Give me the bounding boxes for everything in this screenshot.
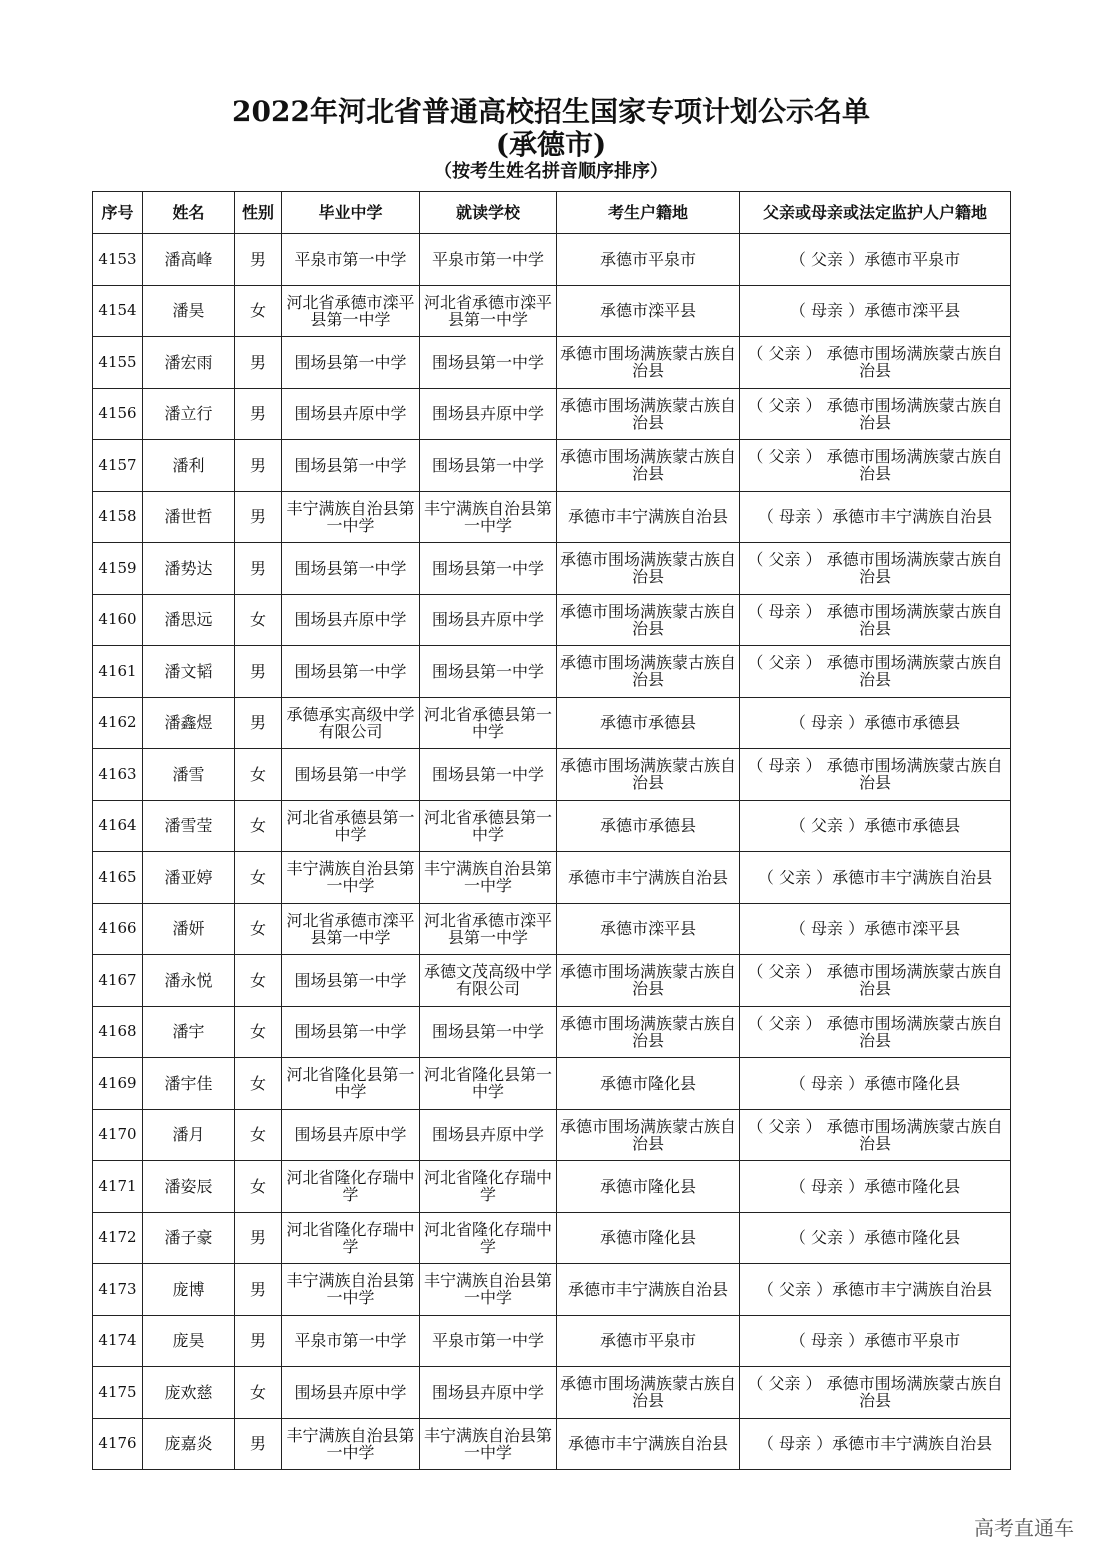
cell-gender: 女	[235, 852, 282, 904]
table-row	[93, 1006, 1011, 1058]
cell-graduation-school: 围场县第一中学	[282, 749, 420, 801]
table-row	[93, 1058, 1011, 1110]
cell-seq: 4161	[93, 646, 143, 698]
cell-guardian-domicile: （ 父亲 ）承德市丰宁满族自治县	[740, 852, 1011, 904]
cell-graduation-school: 丰宁满族自治县第一中学	[282, 491, 420, 543]
cell-gender: 女	[235, 1058, 282, 1110]
cell-name: 潘昊	[143, 285, 235, 337]
cell-graduation-school: 河北省承德市滦平县第一中学	[282, 285, 420, 337]
cell-seq: 4163	[93, 749, 143, 801]
cell-name: 潘亚婷	[143, 852, 235, 904]
cell-guardian-domicile: （ 父亲 ） 承德市围场满族蒙古族自治县	[740, 1006, 1011, 1058]
cell-current-school: 河北省承德市滦平县第一中学	[420, 285, 557, 337]
cell-guardian-domicile: （ 母亲 ） 承德市围场满族蒙古族自治县	[740, 749, 1011, 801]
cell-student-domicile: 承德市围场满族蒙古族自治县	[557, 955, 740, 1007]
table-header-row	[93, 192, 1011, 234]
cell-guardian-domicile: （ 父亲 ）承德市平泉市	[740, 234, 1011, 286]
cell-graduation-school: 河北省承德县第一中学	[282, 800, 420, 852]
cell-student-domicile: 承德市围场满族蒙古族自治县	[557, 1109, 740, 1161]
cell-student-domicile: 承德市丰宁满族自治县	[557, 1264, 740, 1316]
cell-graduation-school: 围场县第一中学	[282, 337, 420, 389]
cell-current-school: 承德文茂高级中学有限公司	[420, 955, 557, 1007]
cell-graduation-school: 河北省承德市滦平县第一中学	[282, 903, 420, 955]
cell-graduation-school: 围场县卉原中学	[282, 594, 420, 646]
table-row	[93, 1367, 1011, 1419]
table-body	[93, 234, 1011, 1470]
cell-student-domicile: 承德市承德县	[557, 800, 740, 852]
cell-gender: 女	[235, 1367, 282, 1419]
cell-guardian-domicile: （ 父亲 ） 承德市围场满族蒙古族自治县	[740, 337, 1011, 389]
cell-student-domicile: 承德市承德县	[557, 697, 740, 749]
header-name: 姓名	[143, 192, 235, 234]
cell-name: 潘月	[143, 1109, 235, 1161]
cell-graduation-school: 河北省隆化县第一中学	[282, 1058, 420, 1110]
table-row	[93, 594, 1011, 646]
header-gender: 性别	[235, 192, 282, 234]
cell-guardian-domicile: （ 母亲 ）承德市隆化县	[740, 1161, 1011, 1213]
cell-name: 庞欢慈	[143, 1367, 235, 1419]
cell-name: 潘宏雨	[143, 337, 235, 389]
cell-guardian-domicile: （ 母亲 ）承德市丰宁满族自治县	[740, 1418, 1011, 1470]
cell-gender: 女	[235, 955, 282, 1007]
cell-name: 潘文韬	[143, 646, 235, 698]
cell-graduation-school: 围场县第一中学	[282, 646, 420, 698]
cell-student-domicile: 承德市丰宁满族自治县	[557, 1418, 740, 1470]
cell-gender: 男	[235, 440, 282, 492]
cell-student-domicile: 承德市丰宁满族自治县	[557, 491, 740, 543]
table-row	[93, 646, 1011, 698]
table-row	[93, 1418, 1011, 1470]
cell-name: 潘宇佳	[143, 1058, 235, 1110]
cell-gender: 男	[235, 234, 282, 286]
cell-gender: 男	[235, 388, 282, 440]
cell-student-domicile: 承德市围场满族蒙古族自治县	[557, 1367, 740, 1419]
cell-current-school: 丰宁满族自治县第一中学	[420, 1264, 557, 1316]
cell-name: 潘雪	[143, 749, 235, 801]
cell-seq: 4165	[93, 852, 143, 904]
cell-current-school: 平泉市第一中学	[420, 234, 557, 286]
cell-student-domicile: 承德市平泉市	[557, 1315, 740, 1367]
cell-seq: 4176	[93, 1418, 143, 1470]
cell-name: 潘子豪	[143, 1212, 235, 1264]
cell-graduation-school: 围场县第一中学	[282, 543, 420, 595]
cell-current-school: 平泉市第一中学	[420, 1315, 557, 1367]
cell-seq: 4157	[93, 440, 143, 492]
table-row	[93, 1161, 1011, 1213]
cell-gender: 男	[235, 1418, 282, 1470]
cell-name: 潘势达	[143, 543, 235, 595]
cell-seq: 4158	[93, 491, 143, 543]
cell-student-domicile: 承德市滦平县	[557, 903, 740, 955]
cell-seq: 4160	[93, 594, 143, 646]
cell-guardian-domicile: （ 父亲 ） 承德市围场满族蒙古族自治县	[740, 1367, 1011, 1419]
table-row	[93, 1315, 1011, 1367]
cell-gender: 女	[235, 285, 282, 337]
cell-gender: 男	[235, 491, 282, 543]
cell-name: 潘利	[143, 440, 235, 492]
cell-name: 潘永悦	[143, 955, 235, 1007]
cell-current-school: 丰宁满族自治县第一中学	[420, 852, 557, 904]
cell-name: 潘宇	[143, 1006, 235, 1058]
cell-gender: 男	[235, 1264, 282, 1316]
cell-student-domicile: 承德市围场满族蒙古族自治县	[557, 543, 740, 595]
cell-gender: 女	[235, 1161, 282, 1213]
cell-student-domicile: 承德市平泉市	[557, 234, 740, 286]
cell-gender: 女	[235, 1109, 282, 1161]
cell-student-domicile: 承德市围场满族蒙古族自治县	[557, 337, 740, 389]
roster-table	[92, 191, 1011, 1470]
table-row	[93, 1264, 1011, 1316]
cell-name: 潘高峰	[143, 234, 235, 286]
cell-graduation-school: 河北省隆化存瑞中学	[282, 1161, 420, 1213]
cell-graduation-school: 丰宁满族自治县第一中学	[282, 1264, 420, 1316]
cell-guardian-domicile: （ 母亲 ）承德市平泉市	[740, 1315, 1011, 1367]
cell-student-domicile: 承德市围场满族蒙古族自治县	[557, 594, 740, 646]
cell-name: 潘雪莹	[143, 800, 235, 852]
cell-guardian-domicile: （ 母亲 ）承德市隆化县	[740, 1058, 1011, 1110]
cell-seq: 4153	[93, 234, 143, 286]
cell-seq: 4155	[93, 337, 143, 389]
cell-name: 潘世哲	[143, 491, 235, 543]
cell-current-school: 河北省隆化县第一中学	[420, 1058, 557, 1110]
cell-current-school: 丰宁满族自治县第一中学	[420, 491, 557, 543]
table-row	[93, 491, 1011, 543]
cell-student-domicile: 承德市围场满族蒙古族自治县	[557, 1006, 740, 1058]
cell-seq: 4166	[93, 903, 143, 955]
table-row	[93, 903, 1011, 955]
cell-current-school: 围场县第一中学	[420, 337, 557, 389]
cell-guardian-domicile: （ 父亲 ）承德市承德县	[740, 800, 1011, 852]
cell-seq: 4162	[93, 697, 143, 749]
cell-student-domicile: 承德市围场满族蒙古族自治县	[557, 388, 740, 440]
table-row	[93, 1109, 1011, 1161]
table-row	[93, 337, 1011, 389]
table-row	[93, 388, 1011, 440]
cell-gender: 女	[235, 749, 282, 801]
cell-current-school: 围场县卉原中学	[420, 388, 557, 440]
header-current-school: 就读学校	[420, 192, 557, 234]
cell-seq: 4175	[93, 1367, 143, 1419]
page-title: 2022年河北省普通高校招生国家专项计划公示名单	[232, 95, 870, 128]
cell-graduation-school: 围场县第一中学	[282, 1006, 420, 1058]
cell-seq: 4170	[93, 1109, 143, 1161]
cell-seq: 4156	[93, 388, 143, 440]
cell-name: 庞昊	[143, 1315, 235, 1367]
table-row	[93, 697, 1011, 749]
cell-gender: 男	[235, 646, 282, 698]
cell-guardian-domicile: （ 母亲 ）承德市滦平县	[740, 285, 1011, 337]
cell-guardian-domicile: （ 母亲 ）承德市滦平县	[740, 903, 1011, 955]
cell-name: 庞嘉炎	[143, 1418, 235, 1470]
cell-gender: 女	[235, 594, 282, 646]
cell-seq: 4171	[93, 1161, 143, 1213]
cell-current-school: 围场县卉原中学	[420, 1109, 557, 1161]
cell-gender: 男	[235, 1315, 282, 1367]
cell-graduation-school: 平泉市第一中学	[282, 1315, 420, 1367]
cell-name: 潘姿辰	[143, 1161, 235, 1213]
cell-current-school: 围场县卉原中学	[420, 1367, 557, 1419]
cell-name: 潘鑫煜	[143, 697, 235, 749]
cell-graduation-school: 围场县卉原中学	[282, 1367, 420, 1419]
page-subtitle-city: (承德市)	[495, 128, 607, 161]
cell-guardian-domicile: （ 父亲 ） 承德市围场满族蒙古族自治县	[740, 543, 1011, 595]
cell-seq: 4159	[93, 543, 143, 595]
cell-graduation-school: 围场县第一中学	[282, 955, 420, 1007]
cell-guardian-domicile: （ 父亲 ） 承德市围场满族蒙古族自治县	[740, 955, 1011, 1007]
cell-graduation-school: 平泉市第一中学	[282, 234, 420, 286]
cell-student-domicile: 承德市丰宁满族自治县	[557, 852, 740, 904]
cell-current-school: 河北省承德县第一中学	[420, 800, 557, 852]
cell-student-domicile: 承德市围场满族蒙古族自治县	[557, 440, 740, 492]
cell-graduation-school: 围场县卉原中学	[282, 388, 420, 440]
cell-name: 庞博	[143, 1264, 235, 1316]
cell-seq: 4169	[93, 1058, 143, 1110]
cell-guardian-domicile: （ 父亲 ） 承德市围场满族蒙古族自治县	[740, 1109, 1011, 1161]
header-guardian-domicile: 父亲或母亲或法定监护人户籍地	[740, 192, 1011, 234]
cell-current-school: 河北省隆化存瑞中学	[420, 1212, 557, 1264]
cell-guardian-domicile: （ 母亲 ）承德市承德县	[740, 697, 1011, 749]
table-row	[93, 800, 1011, 852]
cell-student-domicile: 承德市隆化县	[557, 1161, 740, 1213]
table-row	[93, 543, 1011, 595]
cell-graduation-school: 围场县卉原中学	[282, 1109, 420, 1161]
cell-name: 潘立行	[143, 388, 235, 440]
cell-guardian-domicile: （ 父亲 ） 承德市围场满族蒙古族自治县	[740, 440, 1011, 492]
cell-gender: 女	[235, 800, 282, 852]
table-row	[93, 234, 1011, 286]
cell-graduation-school: 丰宁满族自治县第一中学	[282, 852, 420, 904]
table-row	[93, 955, 1011, 1007]
cell-student-domicile: 承德市滦平县	[557, 285, 740, 337]
cell-current-school: 围场县第一中学	[420, 543, 557, 595]
cell-graduation-school: 河北省隆化存瑞中学	[282, 1212, 420, 1264]
table-row	[93, 440, 1011, 492]
cell-name: 潘妍	[143, 903, 235, 955]
page-subtitle-sort-note: （按考生姓名拼音顺序排序）	[434, 161, 668, 182]
cell-current-school: 河北省承德县第一中学	[420, 697, 557, 749]
cell-graduation-school: 承德承实高级中学有限公司	[282, 697, 420, 749]
watermark-text: 高考直通车	[974, 1516, 1074, 1540]
cell-name: 潘思远	[143, 594, 235, 646]
table-row	[93, 1212, 1011, 1264]
header-graduation-school: 毕业中学	[282, 192, 420, 234]
cell-gender: 女	[235, 1006, 282, 1058]
cell-graduation-school: 围场县第一中学	[282, 440, 420, 492]
cell-seq: 4172	[93, 1212, 143, 1264]
cell-current-school: 围场县卉原中学	[420, 594, 557, 646]
cell-gender: 男	[235, 697, 282, 749]
cell-seq: 4173	[93, 1264, 143, 1316]
table-row	[93, 852, 1011, 904]
cell-guardian-domicile: （ 母亲 ）承德市丰宁满族自治县	[740, 491, 1011, 543]
cell-gender: 女	[235, 903, 282, 955]
cell-current-school: 围场县第一中学	[420, 440, 557, 492]
cell-current-school: 河北省隆化存瑞中学	[420, 1161, 557, 1213]
cell-current-school: 河北省承德市滦平县第一中学	[420, 903, 557, 955]
cell-guardian-domicile: （ 父亲 ）承德市丰宁满族自治县	[740, 1264, 1011, 1316]
cell-current-school: 围场县第一中学	[420, 1006, 557, 1058]
header-student-domicile: 考生户籍地	[557, 192, 740, 234]
cell-guardian-domicile: （ 父亲 ） 承德市围场满族蒙古族自治县	[740, 646, 1011, 698]
cell-seq: 4164	[93, 800, 143, 852]
cell-seq: 4167	[93, 955, 143, 1007]
cell-guardian-domicile: （ 母亲 ） 承德市围场满族蒙古族自治县	[740, 594, 1011, 646]
cell-student-domicile: 承德市围场满族蒙古族自治县	[557, 646, 740, 698]
header-seq: 序号	[93, 192, 143, 234]
cell-seq: 4154	[93, 285, 143, 337]
cell-gender: 男	[235, 1212, 282, 1264]
cell-seq: 4168	[93, 1006, 143, 1058]
cell-graduation-school: 丰宁满族自治县第一中学	[282, 1418, 420, 1470]
cell-current-school: 围场县第一中学	[420, 646, 557, 698]
cell-seq: 4174	[93, 1315, 143, 1367]
table-row	[93, 285, 1011, 337]
cell-student-domicile: 承德市隆化县	[557, 1212, 740, 1264]
cell-gender: 男	[235, 543, 282, 595]
cell-guardian-domicile: （ 父亲 ） 承德市围场满族蒙古族自治县	[740, 388, 1011, 440]
table-row	[93, 749, 1011, 801]
cell-current-school: 围场县第一中学	[420, 749, 557, 801]
cell-guardian-domicile: （ 父亲 ）承德市隆化县	[740, 1212, 1011, 1264]
cell-gender: 男	[235, 337, 282, 389]
cell-student-domicile: 承德市围场满族蒙古族自治县	[557, 749, 740, 801]
cell-student-domicile: 承德市隆化县	[557, 1058, 740, 1110]
cell-current-school: 丰宁满族自治县第一中学	[420, 1418, 557, 1470]
